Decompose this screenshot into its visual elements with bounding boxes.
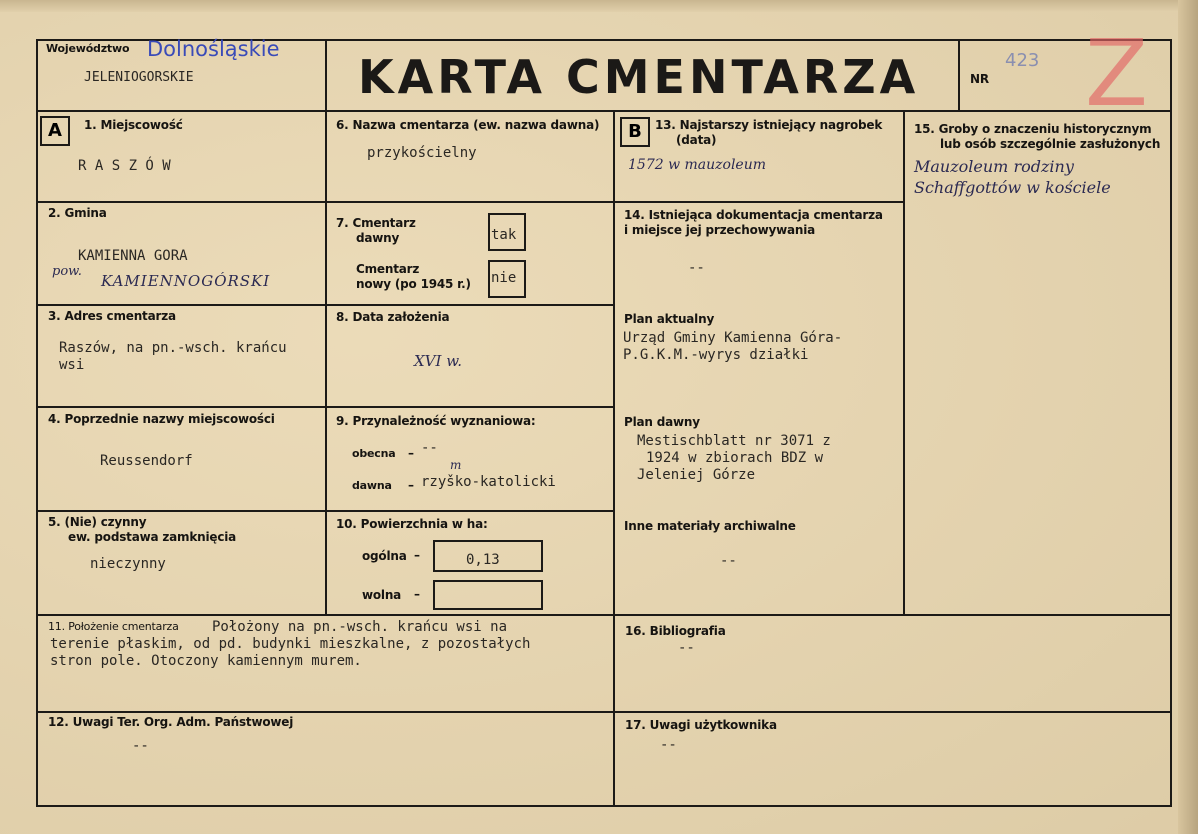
f10-wolna-label: wolna xyxy=(362,588,402,602)
f5-label-1: 5. (Nie) czynny xyxy=(48,515,147,529)
paper-right-edge xyxy=(1178,0,1198,834)
f8-value: XVI w. xyxy=(414,352,463,370)
row-line-13-14 xyxy=(613,201,905,203)
f1-value: R A S Z Ó W xyxy=(78,158,171,174)
plan-aktualny-line1: Urząd Gminy Kamienna Góra- xyxy=(623,330,843,346)
f6-value: przykościelny xyxy=(367,145,477,161)
f7-nowy-label-2: nowy (po 1945 r.) xyxy=(356,277,471,291)
header-divider-1 xyxy=(325,39,327,112)
wojewodztwo-stamp: Dolnośląskie xyxy=(147,37,280,61)
f10-label: 10. Powierzchnia w ha: xyxy=(336,517,488,531)
f15-label-1: 15. Groby o znaczeniu historycznym xyxy=(914,122,1152,136)
plan-dawny-label: Plan dawny xyxy=(624,415,700,429)
f6-label: 6. Nazwa cmentarza (ew. nazwa dawna) xyxy=(336,118,600,132)
nr-value: 423 xyxy=(1005,50,1040,71)
f13-value: 1572 w mauzoleum xyxy=(628,157,767,173)
f2-handwritten-prefix: pow. xyxy=(52,264,82,279)
f2-label: 2. Gmina xyxy=(48,206,107,220)
frame-bottom xyxy=(36,805,1172,807)
f4-value: Reussendorf xyxy=(100,453,193,469)
frame-right xyxy=(1170,39,1172,807)
f2-value: KAMIENNA GORA xyxy=(78,248,188,264)
f16-value: -- xyxy=(678,640,695,656)
f15-line2: Schaffgottów w kościele xyxy=(914,178,1111,197)
f17-label: 17. Uwagi użytkownika xyxy=(625,718,777,732)
f16-label: 16. Bibliografia xyxy=(625,624,726,638)
f5-label-2: ew. podstawa zamknięcia xyxy=(68,530,237,544)
f10-ogolna-value: 0,13 xyxy=(466,552,500,568)
f11-line1: Położony na pn.-wsch. krańcu wsi na xyxy=(212,619,508,635)
col-divider-2 xyxy=(613,110,615,807)
f14-label-2: i miejsce jej przechowywania xyxy=(624,223,816,237)
f1-label: 1. Miejscowość xyxy=(84,118,183,132)
f4-label: 4. Poprzednie nazwy miejscowości xyxy=(48,412,275,426)
row-line-4 xyxy=(36,510,615,512)
f9-dawna-value: rzyško-katolicki xyxy=(421,474,556,490)
inne-value: -- xyxy=(720,553,737,569)
f14-value: -- xyxy=(688,260,705,276)
f5-value: nieczynny xyxy=(90,556,166,572)
f17-value: -- xyxy=(660,737,677,753)
f12-value: -- xyxy=(132,738,149,754)
f3-line2: wsi xyxy=(59,357,85,373)
f10-ogolna-dash: – xyxy=(414,548,420,562)
row-line-lower xyxy=(36,614,1172,616)
card-title: KARTA CMENTARZA xyxy=(358,50,920,104)
f9-obecna-value: -- xyxy=(421,440,438,456)
plan-dawny-line3: Jeleniej Górze xyxy=(637,467,756,483)
f12-label: 12. Uwagi Ter. Org. Adm. Państwowej xyxy=(48,715,294,729)
row-line-1 xyxy=(36,201,615,203)
col-divider-1 xyxy=(325,110,327,615)
f7-label-1: 7. Cmentarz xyxy=(336,216,416,230)
f7-nowy-label-1: Cmentarz xyxy=(356,262,420,276)
f9-dawna-correction: m xyxy=(450,458,462,472)
f10-wolna-box xyxy=(433,580,543,610)
row-line-2 xyxy=(36,304,615,306)
header-divider-2 xyxy=(958,39,960,112)
wojewodztwo-label: Województwo xyxy=(46,42,130,55)
f10-wolna-dash: – xyxy=(414,587,420,601)
f2-handwritten: KAMIENNOGÓRSKI xyxy=(101,272,271,290)
f7-dawny-value: tak xyxy=(491,227,517,243)
nr-label: NR xyxy=(970,72,989,86)
row-line-3 xyxy=(36,406,615,408)
plan-dawny-line1: Mestischblatt nr 3071 z xyxy=(637,433,831,449)
f3-line1: Raszów, na pn.-wsch. krańcu xyxy=(59,340,287,356)
plan-aktualny-label: Plan aktualny xyxy=(624,312,715,326)
f3-label: 3. Adres cmentarza xyxy=(48,309,176,323)
header-bottom xyxy=(36,110,1172,112)
f15-label-2: lub osób szczególnie zasłużonych xyxy=(940,137,1161,151)
inne-label: Inne materiały archiwalne xyxy=(624,519,796,533)
f9-dawna-dash: – xyxy=(408,478,414,492)
plan-dawny-line2: 1924 w zbiorach BDZ w xyxy=(646,450,824,466)
f13-label-1: 13. Najstarszy istniejący nagrobek xyxy=(655,118,883,132)
frame-left xyxy=(36,39,38,807)
wojewodztwo-typed: JELENIOGORSKIE xyxy=(84,70,194,85)
f8-label: 8. Data założenia xyxy=(336,310,450,324)
f11-line3: stron pole. Otoczony kamiennym murem. xyxy=(50,653,362,669)
row-line-12-17 xyxy=(36,711,1172,713)
red-z-mark: Z xyxy=(1085,20,1149,127)
f9-obecna-label: obecna xyxy=(352,447,396,460)
f9-label: 9. Przynależność wyznaniowa: xyxy=(336,414,536,428)
f11-label: 11. Położenie cmentarza xyxy=(48,620,179,633)
f14-label-1: 14. Istniejąca dokumentacja cmentarza xyxy=(624,208,883,222)
f9-dawna-label: dawna xyxy=(352,479,392,492)
paper-top-edge xyxy=(0,0,1198,12)
f10-ogolna-label: ogólna xyxy=(362,549,407,563)
plan-aktualny-line2: P.G.K.M.-wyrys działki xyxy=(623,347,809,363)
f9-obecna-dash: – xyxy=(408,446,414,460)
f15-line1: Mauzoleum rodziny xyxy=(914,157,1074,176)
f11-line2: terenie płaskim, od pd. budynki mieszkalne, z pozostałych xyxy=(50,636,531,652)
f7-nowy-value: nie xyxy=(491,270,517,286)
f7-label-2: dawny xyxy=(356,231,400,245)
section-a-letter: A xyxy=(40,116,70,146)
section-b-letter: B xyxy=(620,117,650,147)
f13-label-2: (data) xyxy=(676,133,717,147)
col-divider-3 xyxy=(903,110,905,615)
